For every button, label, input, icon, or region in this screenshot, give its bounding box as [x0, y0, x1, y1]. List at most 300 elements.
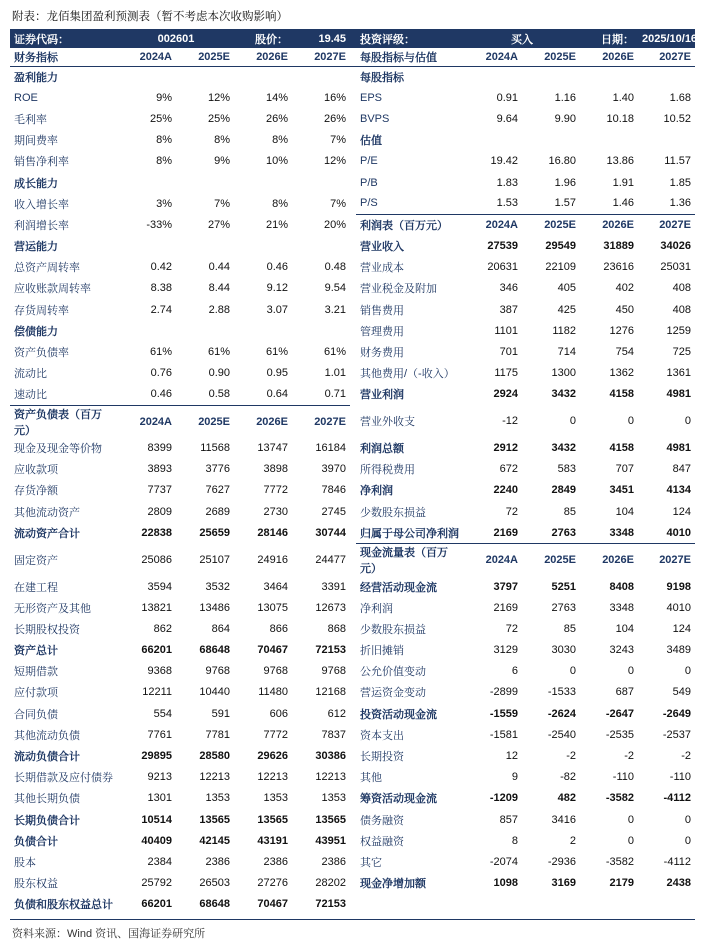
left-row-value: 42145: [199, 834, 230, 847]
table-row: [10, 438, 695, 459]
right-row-value: 1.36: [669, 197, 691, 210]
left-row-label: 应收账款周转率: [14, 283, 91, 296]
right-row-label: 其它: [360, 856, 382, 869]
right-row-label: 少数股东损益: [360, 623, 426, 636]
forecast-table-body: [10, 29, 698, 915]
left-row-value: 25%: [207, 112, 230, 125]
table-row: [10, 682, 695, 703]
right-row-value: 2763: [551, 526, 576, 539]
left-row-label: 销售净利率: [14, 156, 69, 169]
left-row-value: 7761: [147, 728, 172, 741]
forecast-table: [10, 29, 698, 915]
right-row-label: 资本支出: [360, 729, 404, 742]
left-row-value: 12673: [315, 601, 346, 614]
table-row: [10, 745, 695, 766]
right-row-value: 3129: [493, 644, 518, 657]
table-row: [10, 480, 695, 501]
right-row-value: -2540: [547, 728, 576, 741]
left-row-value: 72153: [315, 898, 346, 911]
right-row-label: 净利润: [360, 485, 393, 498]
left-row-label: 速动比: [14, 389, 47, 402]
left-row-value: [118, 236, 176, 257]
left-row-value: 0.46: [150, 388, 172, 401]
left-row-value: 3893: [147, 463, 172, 476]
date-value: 2025/10/16: [638, 29, 695, 48]
right-row-value: 1276: [609, 324, 634, 337]
left-row-value: 8%: [156, 134, 172, 147]
right-row-label: 经营活动现金流: [360, 581, 437, 594]
left-row-value: [176, 66, 234, 87]
date-label: 日期：: [580, 29, 638, 48]
left-row-value: [118, 66, 176, 87]
right-row-value: 1361: [666, 367, 691, 380]
left-row-value: [176, 236, 234, 257]
left-row-value: 0.90: [208, 367, 230, 380]
table-caption: 附表：龙佰集团盈利预测表（暂不考虑本次收购影响）: [12, 11, 288, 23]
table-row: [10, 522, 695, 543]
security-code-value: 002601: [118, 29, 234, 48]
left-row-value: 0.58: [208, 388, 230, 401]
left-row-value: 2384: [147, 855, 172, 868]
left-row-value: 2025E: [176, 405, 234, 438]
right-row-value: 3030: [551, 644, 576, 657]
right-row-value: 13.86: [606, 155, 634, 168]
left-row-value: [292, 66, 350, 87]
left-row-value: 7846: [321, 484, 346, 497]
right-row-value: 124: [672, 505, 691, 518]
right-col-2025E: 2025E: [522, 48, 580, 66]
left-row-value: 66201: [141, 898, 172, 911]
right-row-value: -110: [669, 771, 691, 784]
right-row-value: -1533: [547, 686, 576, 699]
left-col-2024A: 2024A: [118, 48, 176, 66]
right-row-value: 2024A: [464, 543, 522, 576]
left-row-value: 13565: [199, 813, 230, 826]
left-row-value: 9768: [263, 665, 288, 678]
right-row-value: 2169: [493, 601, 518, 614]
right-row-value: 4010: [666, 526, 691, 539]
right-row-label: 长期投资: [360, 751, 404, 764]
left-row-value: 68648: [199, 644, 230, 657]
table-row: [10, 767, 695, 788]
right-row-value: 1.57: [554, 197, 576, 210]
left-row-value: [176, 172, 234, 193]
right-row-value: [522, 130, 580, 151]
right-row-label: 利润总额: [360, 443, 404, 456]
left-row-value: 3391: [321, 580, 346, 593]
right-row-value: 1.46: [612, 197, 634, 210]
left-row-label: 营运能力: [14, 241, 58, 254]
left-row-value: [118, 320, 176, 341]
right-row-value: 0: [684, 813, 691, 826]
left-row-value: 24916: [257, 553, 288, 566]
right-row-value: 482: [557, 792, 576, 805]
right-row-value: 1.53: [496, 197, 518, 210]
table-row: [10, 236, 695, 257]
right-row-label: P/B: [360, 176, 378, 189]
table-row: [10, 809, 695, 830]
price-label: 股价：: [234, 29, 292, 48]
price-value: 19.45: [292, 29, 350, 48]
right-row-value: 1.40: [612, 91, 634, 104]
right-row-value: 2763: [551, 601, 576, 614]
right-row-value: 0: [684, 834, 691, 847]
left-row-value: 3898: [263, 463, 288, 476]
left-row-value: 3%: [156, 197, 172, 210]
right-row-value: 425: [557, 303, 576, 316]
left-row-label: 股本: [14, 856, 36, 869]
right-row-value: 9: [511, 771, 518, 784]
right-row-value: 1.83: [496, 176, 518, 189]
right-row-label: 筹资活动现金流: [360, 793, 437, 806]
left-row-value: 25107: [199, 553, 230, 566]
right-col-2026E: 2026E: [580, 48, 638, 66]
left-row-value: 7772: [263, 484, 288, 497]
right-row-value: 2027E: [638, 214, 695, 235]
right-row-value: 0.91: [496, 91, 518, 104]
right-row-value: 3348: [609, 526, 634, 539]
right-row-value: 3451: [609, 484, 634, 497]
table-row: [10, 320, 695, 341]
right-row-label: 估值: [360, 135, 382, 148]
right-row-value: 22109: [545, 261, 576, 274]
left-row-value: 12213: [199, 771, 230, 784]
left-row-value: 2689: [205, 505, 230, 518]
left-row-value: 3776: [205, 463, 230, 476]
left-row-value: [176, 320, 234, 341]
left-row-value: 8399: [147, 442, 172, 455]
right-row-value: 2: [569, 834, 576, 847]
right-row-value: 0: [627, 415, 634, 428]
right-row-value: -2: [624, 750, 634, 763]
left-row-value: 1.01: [324, 367, 346, 380]
table-row: [10, 576, 695, 597]
right-row-value: -2936: [547, 855, 576, 868]
right-row-label: 营运资金变动: [360, 687, 426, 700]
right-row-value: 72: [505, 622, 518, 635]
left-row-value: 25659: [199, 526, 230, 539]
right-row-label: EPS: [360, 91, 383, 104]
left-row-value: 0.95: [266, 367, 288, 380]
table-row: [10, 193, 695, 214]
right-row-label: 其他费用/（-收入）: [360, 368, 455, 381]
left-row-value: 1353: [263, 792, 288, 805]
left-row-label: 固定资产: [14, 554, 58, 567]
right-row-value: 1.85: [669, 176, 691, 189]
left-col-2027E: 2027E: [292, 48, 350, 66]
left-row-label: 负债和股东权益总计: [14, 899, 113, 912]
right-row-value: 1.68: [669, 91, 691, 104]
right-row-value: 3416: [551, 813, 576, 826]
right-row-value: 0: [684, 665, 691, 678]
table-row: [10, 703, 695, 724]
left-row-value: 24477: [315, 553, 346, 566]
left-row-value: 61%: [149, 346, 172, 359]
left-row-value: [292, 320, 350, 341]
right-row-label: 财务费用: [360, 347, 404, 360]
left-row-value: 10440: [199, 686, 230, 699]
right-row-label: 债务融资: [360, 814, 404, 827]
right-row-value: 2924: [493, 388, 518, 401]
table-header-row: [10, 29, 695, 48]
column-header-row: [10, 48, 695, 66]
left-row-value: 554: [153, 707, 172, 720]
right-row-value: 0: [569, 415, 576, 428]
right-row-value: 72: [505, 505, 518, 518]
left-row-label: 无形资产及其他: [14, 602, 91, 615]
left-row-label: 长期借款及应付债券: [14, 772, 113, 785]
table-row: [10, 151, 695, 172]
left-row-value: 3.07: [266, 303, 288, 316]
left-row-value: 9%: [214, 155, 230, 168]
right-row-value: 4981: [666, 442, 691, 455]
right-row-value: 5251: [551, 580, 576, 593]
right-row-value: 1175: [494, 367, 518, 380]
right-row-label: 投资活动现金流: [360, 708, 437, 721]
right-row-value: 1.16: [554, 91, 576, 104]
left-row-value: 30744: [315, 526, 346, 539]
right-row-value: [464, 130, 522, 151]
right-row-value: 3797: [493, 580, 518, 593]
left-row-value: 0.64: [266, 388, 288, 401]
right-row-label: 营业成本: [360, 262, 404, 275]
right-row-value: 2027E: [638, 543, 695, 576]
right-row-value: 34026: [660, 240, 691, 253]
right-row-value: [464, 66, 522, 87]
right-row-label: 管理费用: [360, 325, 404, 338]
left-row-value: 28580: [199, 750, 230, 763]
left-row-value: 9213: [147, 771, 172, 784]
left-row-value: 862: [153, 622, 172, 635]
right-row-value: 405: [557, 282, 576, 295]
left-row-value: 866: [269, 622, 288, 635]
right-row-value: 3489: [666, 644, 691, 657]
left-row-value: 606: [269, 707, 288, 720]
left-row-value: 12211: [142, 686, 172, 699]
left-row-value: 612: [327, 707, 346, 720]
right-row-value: 25031: [660, 261, 691, 274]
table-row: [10, 640, 695, 661]
left-row-value: -33%: [146, 218, 172, 231]
left-row-value: 8%: [272, 197, 288, 210]
left-row-value: 72153: [315, 644, 346, 657]
left-row-label: 负债合计: [14, 835, 58, 848]
left-row-label: 流动比: [14, 368, 47, 381]
right-row-label: 折旧摊销: [360, 645, 404, 658]
table-row: [10, 214, 695, 235]
right-row-value: -1581: [489, 728, 518, 741]
left-row-label: 资产负债率: [14, 347, 69, 360]
right-row-value: -1209: [489, 792, 518, 805]
left-row-value: 8.38: [150, 282, 172, 295]
left-row-value: 26%: [323, 112, 346, 125]
left-row-value: 868: [327, 622, 346, 635]
right-row-value: 1259: [666, 324, 691, 337]
right-row-value: -2535: [605, 728, 634, 741]
left-row-label: 毛利率: [14, 113, 47, 126]
left-row-label: 利润增长率: [14, 219, 69, 232]
right-row-value: -1559: [489, 707, 518, 720]
left-row-value: 7837: [321, 728, 346, 741]
left-row-label: 收入增长率: [14, 198, 69, 211]
right-row-value: 6: [511, 665, 518, 678]
right-row-value: -2899: [489, 686, 518, 699]
right-row-value: 402: [615, 282, 634, 295]
left-row-value: 14%: [265, 91, 288, 104]
left-row-value: 0.42: [150, 261, 172, 274]
right-row-value: 2169: [493, 526, 518, 539]
right-row-value: 11.57: [664, 155, 691, 168]
left-row-label: 存货净额: [14, 485, 58, 498]
right-row-label: 每股指标: [360, 71, 404, 84]
left-row-value: 2024A: [118, 405, 176, 438]
table-row: [10, 278, 695, 299]
table-row: [10, 459, 695, 480]
right-row-value: 1182: [552, 324, 576, 337]
right-col-2027E: 2027E: [638, 48, 695, 66]
left-row-value: 12%: [207, 91, 230, 104]
right-row-value: 8408: [609, 580, 634, 593]
left-row-label: 资产负债表（百万元）: [10, 405, 118, 438]
right-row-value: -2537: [662, 728, 691, 741]
right-row-value: -110: [612, 771, 634, 784]
left-row-value: 28202: [315, 877, 346, 890]
table-row: [10, 597, 695, 618]
right-row-value: 0: [627, 813, 634, 826]
left-row-label: 应收款项: [14, 464, 58, 477]
table-row: [10, 788, 695, 809]
left-row-value: 2745: [321, 505, 346, 518]
right-row-label: 销售费用: [360, 304, 404, 317]
left-row-value: 0.48: [324, 261, 346, 274]
left-row-value: 7%: [330, 134, 346, 147]
table-row: [10, 172, 695, 193]
left-row-value: 13486: [199, 601, 230, 614]
left-row-label: 股东权益: [14, 878, 58, 891]
left-row-value: 12213: [315, 771, 346, 784]
table-row: [10, 851, 695, 872]
right-row-label: 权益融资: [360, 835, 404, 848]
left-row-value: 2386: [321, 855, 346, 868]
left-row-value: 70467: [257, 644, 288, 657]
right-row-value: 8: [511, 834, 518, 847]
table-row: [10, 501, 695, 522]
right-row-label: 其他: [360, 772, 382, 785]
right-row-value: 701: [499, 346, 518, 359]
right-row-value: 10.52: [663, 112, 691, 125]
right-row-label: 营业税金及附加: [360, 283, 437, 296]
left-row-value: 9768: [321, 665, 346, 678]
left-row-value: 25792: [141, 877, 172, 890]
left-row-value: 2027E: [292, 405, 350, 438]
left-row-value: 29626: [257, 750, 288, 763]
right-row-value: 2912: [493, 442, 518, 455]
right-row-label: 营业外收支: [360, 416, 415, 429]
table-row: [10, 618, 695, 639]
left-row-value: 2.88: [208, 303, 230, 316]
right-row-value: 346: [499, 282, 518, 295]
right-row-label: 公允价值变动: [360, 666, 426, 679]
left-row-value: 0.46: [266, 261, 288, 274]
table-row: [10, 363, 695, 384]
left-row-value: 864: [211, 622, 230, 635]
table-row: [10, 543, 695, 576]
left-row-value: [292, 172, 350, 193]
right-row-label: 净利润: [360, 602, 393, 615]
left-row-value: 2386: [263, 855, 288, 868]
left-col-2026E: 2026E: [234, 48, 292, 66]
right-row-value: -2: [681, 750, 691, 763]
left-row-value: 8%: [272, 134, 288, 147]
table-row: [10, 830, 695, 851]
left-row-value: 8.44: [208, 282, 230, 295]
left-row-value: 66201: [141, 644, 172, 657]
right-row-value: -12: [502, 415, 518, 428]
left-row-value: 25%: [149, 112, 172, 125]
left-col-2025E: 2025E: [176, 48, 234, 66]
left-row-value: 2386: [205, 855, 230, 868]
right-row-value: 9.90: [554, 112, 576, 125]
left-row-value: 61%: [323, 346, 346, 359]
right-row-value: 31889: [603, 240, 634, 253]
left-row-value: 3970: [321, 463, 346, 476]
left-row-label: 偿债能力: [14, 325, 58, 338]
table-row: [10, 873, 695, 894]
right-row-label: P/E: [360, 155, 378, 168]
left-row-label: 短期借款: [14, 666, 58, 679]
left-row-value: 12168: [315, 686, 346, 699]
table-row: [10, 87, 695, 108]
right-row-label: 少数股东损益: [360, 506, 426, 519]
right-row-value: 4010: [666, 601, 691, 614]
left-row-value: 2026E: [234, 405, 292, 438]
right-row-value: 1362: [609, 367, 634, 380]
right-row-value: 2025E: [522, 214, 580, 235]
right-row-value: 0: [684, 415, 691, 428]
left-row-value: 8%: [214, 134, 230, 147]
right-row-value: 2024A: [464, 214, 522, 235]
right-row-value: [638, 130, 695, 151]
left-row-value: 9.54: [324, 282, 346, 295]
right-row-value: 19.42: [490, 155, 518, 168]
right-row-value: 857: [499, 813, 518, 826]
left-row-value: 9768: [205, 665, 230, 678]
left-row-value: 13075: [257, 601, 288, 614]
right-row-value: 725: [672, 346, 691, 359]
right-row-label: 现金流量表（百万元）: [356, 543, 464, 576]
left-row-value: 3532: [205, 580, 230, 593]
right-row-value: 9.64: [496, 112, 518, 125]
right-row-value: 2025E: [522, 543, 580, 576]
right-row-value: 0: [627, 665, 634, 678]
right-row-value: 3348: [609, 601, 634, 614]
right-row-value: 583: [557, 463, 576, 476]
left-row-label: 盈利能力: [14, 71, 58, 84]
left-row-value: 2.74: [150, 303, 172, 316]
table-row: [10, 108, 695, 129]
right-row-value: -2649: [662, 707, 691, 720]
right-row-value: -2074: [489, 855, 518, 868]
right-row-value: 1.96: [554, 176, 576, 189]
left-row-value: 43191: [257, 834, 288, 847]
left-row-value: 27%: [207, 218, 230, 231]
left-row-value: 0.71: [324, 388, 346, 401]
right-row-value: 4158: [609, 442, 634, 455]
right-row-value: 29549: [545, 240, 576, 253]
right-row-value: 9198: [666, 580, 691, 593]
right-row-value: 2026E: [580, 214, 638, 235]
table-row: [10, 724, 695, 745]
